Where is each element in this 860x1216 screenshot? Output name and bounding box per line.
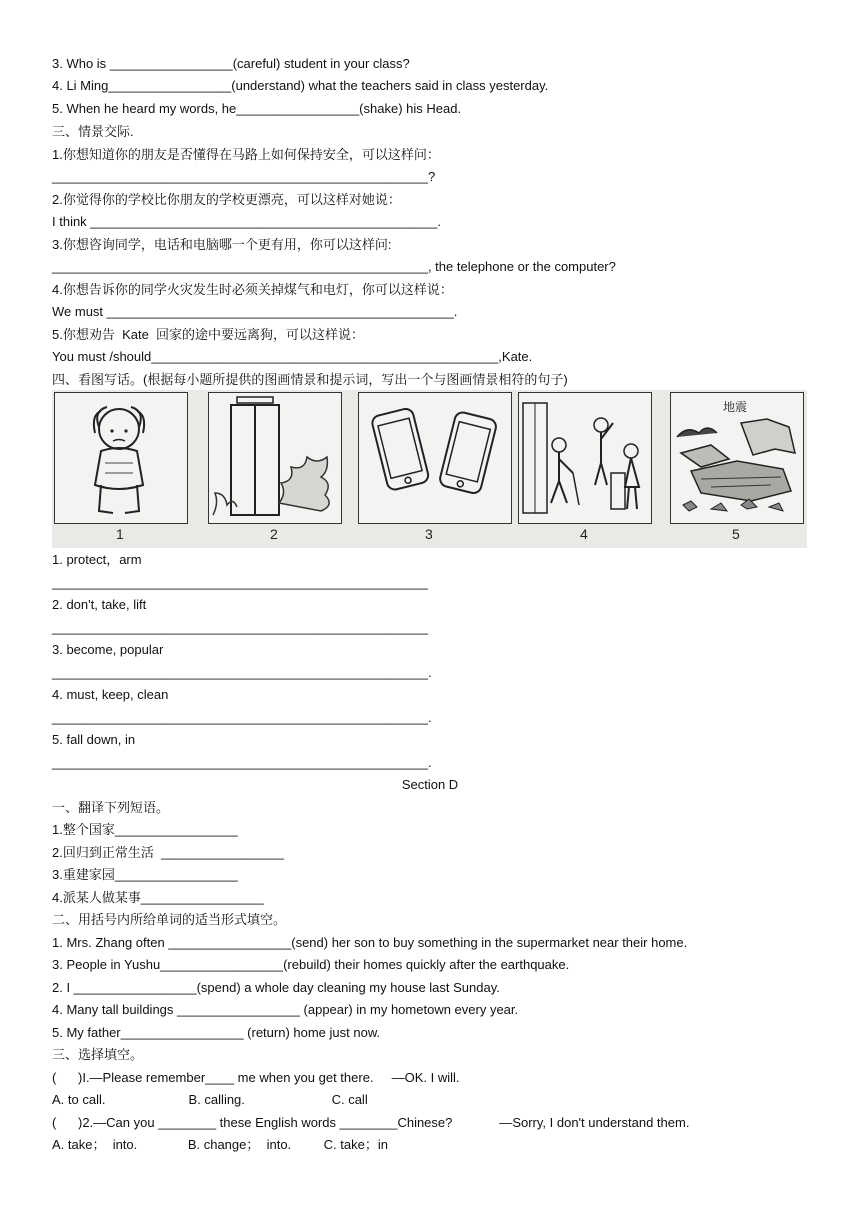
answer-line: ____________________________________________________	[52, 575, 428, 590]
answer-line: ____________________________________________________	[52, 620, 428, 635]
picture-panel-1	[54, 392, 188, 524]
question-line: 2.你觉得你的学校比你朋友的学校更漂亮，可以这样对她说：	[52, 192, 401, 207]
question-line: 5. My father_________________ (return) home just now.	[52, 1025, 381, 1040]
section-heading: 三、选择填空。	[52, 1047, 144, 1062]
answer-line: ____________________________________________________.	[52, 710, 432, 725]
earthquake-label: 地震	[723, 400, 748, 414]
smartphones-drawing	[359, 393, 511, 523]
answer-line: We must ________________________________________________.	[52, 304, 458, 319]
section-heading: 一、翻译下列短语。	[52, 800, 170, 815]
keyword-line: 4. must, keep, clean	[52, 687, 169, 702]
question-line: 4.派某人做某事_________________	[52, 890, 264, 905]
question-line: 2.回归到正常生活 _________________	[52, 845, 284, 860]
question-line: 4. Many tall buildings _________________ (appear) in my hometown every year.	[52, 1002, 519, 1017]
picture-number: 1	[116, 526, 124, 542]
question-line: 4.你想告诉你的同学火灾发生时必须关掉煤气和电灯，你可以这样说：	[52, 282, 453, 297]
answer-line: ____________________________________________________, the telephone or the computer?	[52, 259, 616, 274]
question-line: 3.重建家园_________________	[52, 867, 238, 882]
question-line: 2. I _________________(spend) a whole day cleaning my house last Sunday.	[52, 980, 500, 995]
question-line: 1.整个国家_________________	[52, 822, 238, 837]
question-line: 3. Who is _________________(careful) student in your class?	[52, 56, 410, 71]
picture-strip	[52, 390, 807, 548]
picture-number: 4	[580, 526, 588, 542]
question-line: 5.你想劝告 Kate 回家的途中要远离狗，可以这样说：	[52, 327, 365, 342]
question-line: ( )2.—Can you ________ these English words ________Chinese? —Sorry, I don't understand them.	[52, 1115, 690, 1130]
keyword-line: 1. protect，arm	[52, 552, 142, 567]
picture-panel-4	[518, 392, 652, 524]
picture-number: 5	[732, 526, 740, 542]
earthquake-rubble-drawing	[671, 393, 803, 523]
options-line: A. take； into. B. change； into. C. take；in	[52, 1137, 388, 1152]
question-line: 5. When he heard my words, he_________________(shake) his Head.	[52, 101, 462, 116]
question-line: 4. Li Ming_________________(understand) what the teachers said in class yesterday.	[52, 78, 549, 93]
picture-panel-2	[208, 392, 342, 524]
section-title: Section D	[401, 777, 459, 792]
question-line: 1.你想知道你的朋友是否懂得在马路上如何保持安全，可以这样问：	[52, 147, 440, 162]
answer-line: I think ________________________________________________.	[52, 214, 441, 229]
section-heading: 四、看图写话。(根据每小题所提供的图画情景和提示词，写出一个与图画情景相符的句子)	[52, 372, 568, 387]
answer-line: ____________________________________________________.	[52, 755, 432, 770]
options-line: A. to call. B. calling. C. call	[52, 1092, 368, 1107]
keyword-line: 3. become, popular	[52, 642, 164, 657]
answer-line: ____________________________________________________.	[52, 665, 432, 680]
question-line: 3.你想咨询同学，电话和电脑哪一个更有用，你可以这样问:	[52, 237, 392, 252]
picture-number: 2	[270, 526, 278, 542]
picture-number: 3	[425, 526, 433, 542]
keyword-line: 5. fall down, in	[52, 732, 136, 747]
section-heading: 三、情景交际.	[52, 124, 134, 139]
picture-panel-3	[358, 392, 512, 524]
answer-line: ____________________________________________________?	[52, 169, 436, 184]
question-line: 3. People in Yushu_________________(rebuild) their homes quickly after the earthquake.	[52, 957, 570, 972]
picture-panel-5	[670, 392, 804, 524]
elevator-fire-drawing	[209, 393, 341, 523]
keyword-line: 2. don't, take, lift	[52, 597, 147, 612]
question-line: ( )I.—Please remember____ me when you get there. —OK. I will.	[52, 1070, 460, 1085]
answer-line: You must /should________________________________________________,Kate.	[52, 349, 533, 364]
children-cleaning-drawing	[519, 393, 651, 523]
child-covering-head-drawing	[55, 393, 187, 523]
question-line: 1. Mrs. Zhang often _________________(send) her son to buy something in the supermarket near their home.	[52, 935, 688, 950]
section-heading: 二、用括号内所给单词的适当形式填空。	[52, 912, 287, 927]
